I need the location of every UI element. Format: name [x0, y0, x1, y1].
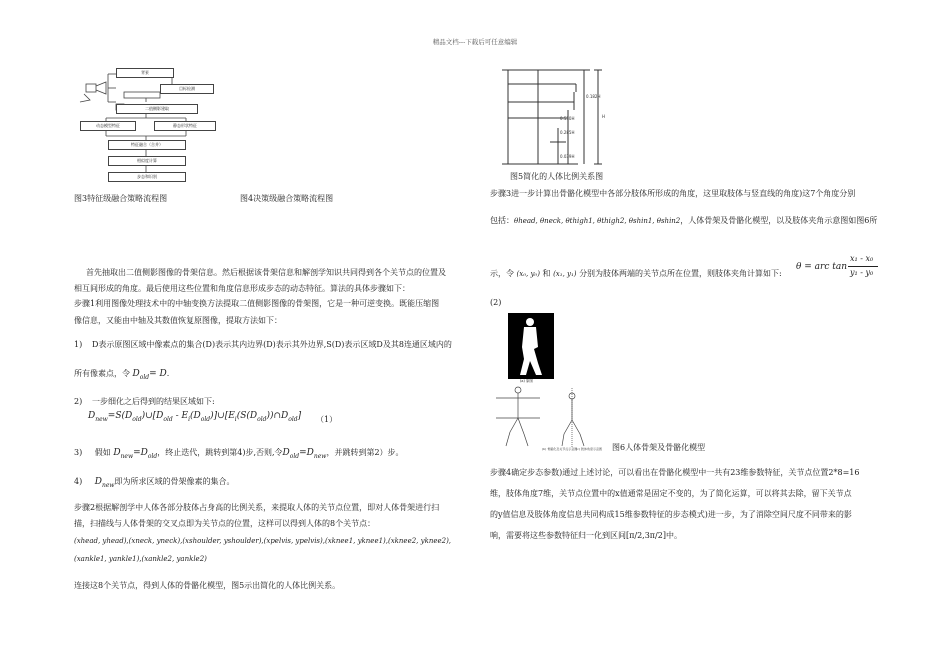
fig6-sub-c: (c) 肢体角度示意图	[576, 447, 602, 451]
right-paragraph-4: 步骤4确定步态参数)通过上述讨论，可以看出在骨骼化模型中一共有23维参数特征，关节点位置2*8=16	[490, 468, 860, 477]
silhouette-image	[508, 313, 554, 379]
theta-list: θhead, θneck, θthigh1, θthigh2, θshin1, θshin2	[514, 217, 681, 225]
body-proportion-lines	[498, 62, 638, 170]
joint-coordinates-1: (xhead, yhead),(xneck, yneck),(xshoulder, yshoulder),(xpelvis, ypelvis),(xknee1, yknee1),(xknee2, yknee2),	[74, 537, 452, 545]
left-paragraph-7: 连接这8个关节点，得到人体的骨骼化模型，图5示出简化的人体比例关系。	[74, 581, 341, 590]
step1-equation: $D_{old}= D$	[132, 369, 167, 381]
label-h: H	[602, 114, 606, 119]
right-paragraph-2: 包括：θhead, θneck, θthigh1, θthigh2, θshin1, θshin2，人体骨架及骨骼化模型，以及肢体夹角示意图如图6所	[490, 216, 878, 225]
right-paragraph-1: 步骤3进一步计算出骨骼化模型中各部分肢体所形成的角度，这里取肢体与竖直线的角度)这7个角度分别	[490, 189, 856, 198]
skeleton-figure	[492, 384, 612, 452]
step2-number: 2)	[74, 397, 83, 406]
label-0182h: 0.182H	[586, 94, 601, 99]
flow-box-static: 静态形状特征	[154, 121, 216, 131]
left-paragraph-3: 步骤1利用图像处理技术中的中轴变换方法提取二值侧影图像的骨架图，它是一种可逆变换。既能压缩图	[74, 299, 440, 308]
step1-number: 1)	[74, 340, 83, 349]
fig3-caption: 图3特征级融合策略流程图	[74, 194, 168, 203]
step4: 4) $D_{new}$即为所求区域的骨架像素的集合。	[74, 477, 235, 489]
flow-box-similarity: 相似度计算	[108, 156, 186, 166]
flow-box-background: 背景	[116, 68, 174, 78]
step1-text-b: 所有像素点，令	[74, 369, 130, 378]
label-0530h: 0.530H	[560, 116, 575, 121]
flow-box-recognition: 步态和识别	[108, 172, 186, 182]
left-paragraph-6: 描，扫描线与人体骨架的交叉点即为关节点的位置，这样可以得到人体的8个关节点：	[74, 519, 376, 528]
left-paragraph-4: 像信息，又能由中轴及其数值恢复原图像，提取方法如下：	[74, 316, 282, 325]
label-0039h: 0.039H	[560, 154, 575, 159]
flow-box-detection: 目标检测	[160, 84, 214, 94]
left-paragraph-1: 首先抽取出二值侧影图像的骨架信息。然后根据该骨架信息和解剖学知识共同得到各个关节点的位置及	[86, 268, 446, 277]
flowchart-figure	[76, 64, 216, 194]
equation-1: $D_{new}=S(D_{old})\cup[D_{old}$ - $E_i(D_{old})]\cup[E_i(S(D_{old}))\cap D_{old}]$	[88, 411, 302, 423]
fig6-sub-a: (a) 原图	[520, 379, 533, 383]
formula-lhs: θ = arc tan	[796, 262, 848, 272]
step1-text: D表示原图区域中像素点的集合(D)表示其内边界(D)表示其外边界,S(D)表示区域D及其8连通区域内的	[92, 340, 452, 349]
equation-2-number: (2)	[490, 298, 502, 307]
fig6-caption: 图6人体骨架及骨骼化模型	[612, 443, 706, 452]
left-paragraph-2: 相互间形成的角度。最后使用这些位置和角度信息形成步态的动态特征。算法的具体步骤如下：	[74, 284, 410, 293]
step3-number: 3)	[74, 448, 83, 457]
right-paragraph-6: 的y值信息及肢体角度信息共同构成15维参数特征的步态模式)进一步，为了消除空间尺度不同带来的影	[490, 510, 852, 519]
equation-1-number: （1）	[316, 415, 338, 424]
right-paragraph-7: 响，需要将这些参数特征归一化到区间[π/2,3π/2]中。	[490, 531, 682, 540]
right-paragraph-5: 维，肢体角度7维，关节点位置中的x值通常是固定不变的，为了简化运算，可以将其去除，留下关节点	[490, 489, 852, 498]
fig6-sub-b: (b) 骨骼化及关节点示意图	[542, 447, 578, 451]
page-header: 精品文档---下载后可任意编辑	[432, 38, 518, 46]
step2-text: 一步细化之后得到的结果区域如下:	[92, 397, 215, 406]
body-proportion-figure	[498, 62, 638, 170]
formula-bar	[848, 266, 878, 267]
label-0285h: 0.285H	[560, 130, 575, 135]
right-paragraph-3: 示，令 (x₀, y₀) 和 (x₁, y₁) 分别为肢体两端的关节点所在位置，则肢体夹角计算如下:	[490, 269, 782, 278]
skeleton-lines	[492, 384, 612, 452]
formula-denominator: y₁ - y₀	[850, 268, 874, 277]
formula-numerator: x₁ - x₀	[850, 254, 874, 263]
step1-text-cont: 所有像素点，令 $D_{old}= D$.	[74, 369, 170, 381]
step3: 3) 假如 $D_{new}=D_{old}$，终止迭代，跳转到第4)步,否则,令$D_{old}=D_{new}$，并跳转到第2）步。	[74, 448, 404, 460]
fig5-caption: 图5简化的人体比例关系图	[510, 172, 604, 181]
flow-box-fusion: 特征融合（合并）	[108, 140, 186, 150]
flow-box-dynamic: 动态模型特征	[80, 121, 136, 131]
left-paragraph-5: 步骤2根据解剖学中人体各部分肢体占身高的比例关系，来提取人体的关节点位置，即对人体骨架进行扫	[74, 503, 440, 512]
fig4-caption: 图4决策级融合策略流程图	[240, 194, 334, 203]
flow-box-binary: 二值侧影建取	[116, 104, 198, 114]
joint-coordinates-2: (xankle1, yankle1),(xankle2, yankle2)	[74, 555, 207, 563]
silhouette-shape	[508, 313, 554, 379]
step4-number: 4)	[74, 477, 83, 486]
camera-icon	[86, 84, 96, 92]
